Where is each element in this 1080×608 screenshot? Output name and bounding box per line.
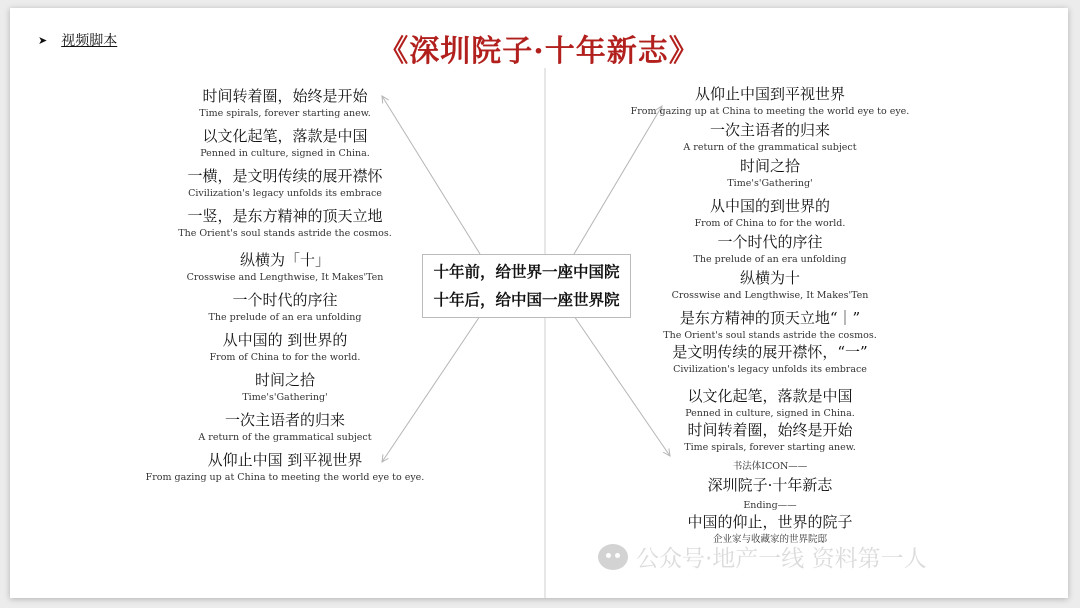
script-zh: 从中国的到世界的 [709,197,830,215]
script-line [620,386,920,420]
script-zh: 一竖，是东方精神的顶天立地 [187,207,383,225]
script-zh: 时间之拾 [254,371,315,389]
script-en: Penned in culture, signed in China. [685,408,855,419]
script-line [140,410,430,444]
script-en: Crosswise and Lengthwise, It Makes'Ten [186,272,384,283]
center-slogan-line-2: 十年后，给中国一座世界院 [433,290,620,309]
script-en: A return of the grammatical subject [198,432,372,443]
script-en: Time spirals, forever starting anew. [684,442,856,453]
script-zh: 从仰止中国到平视世界 [694,85,845,103]
icon-note: 书法体ICON—— [732,461,808,472]
script-zh: 纵横为「十」 [239,251,330,269]
script-line [140,370,430,404]
ending-note: Ending—— [743,500,797,511]
script-en: Penned in culture, signed in China. [200,148,370,159]
script-en: Crosswise and Lengthwise, It Makes'Ten [671,290,869,301]
script-line [140,290,430,324]
script-zh: 一次主语者的归来 [709,121,830,139]
script-en: The Orient's soul stands astride the cosmos. [178,228,392,239]
script-line [620,342,920,376]
script-zh: 时间转着圈，始终是开始 [202,87,368,105]
script-line [620,420,920,454]
section-label-text: 视频脚本 [61,33,118,49]
script-zh: 时间转着圈，始终是开始 [687,421,853,439]
center-slogan-line-1: 十年前，给世界一座中国院 [433,262,620,281]
script-zh: 一个时代的序往 [717,233,823,251]
watermark-text: 公众号·地产一线 资料第一人 [636,546,927,572]
script-line [140,206,430,240]
script-en: A return of the grammatical subject [683,142,857,153]
ending-line: 中国的仰止，世界的院子 [687,513,853,531]
script-en: The Orient's soul stands astride the cosmos. [663,330,877,341]
script-line [620,268,920,302]
slide [10,8,1068,598]
script-line [620,308,920,342]
script-line [620,196,920,230]
ending-subline: 企业家与收藏家的世界院邸 [712,534,827,545]
watermark [598,540,927,573]
script-line [140,126,430,160]
script-zh: 以文化起笔，落款是中国 [687,387,853,405]
script-zh: 从仰止中国 到平视世界 [207,451,363,469]
script-en: Time's'Gathering' [242,392,328,403]
script-line [140,86,430,120]
script-line [140,250,430,284]
script-line [620,120,920,154]
script-en: From gazing up at China to meeting the world eye to eye. [630,106,910,117]
script-zh: 时间之拾 [739,157,800,175]
script-line [620,84,920,118]
script-en: From of China to for the world. [694,218,846,229]
script-en: Civilization's legacy unfolds its embrace [188,188,382,199]
script-en: The prelude of an era unfolding [208,312,362,323]
script-zh: 一次主语者的归来 [224,411,345,429]
script-line [620,156,920,190]
center-slogan-box [422,254,631,318]
page-title: 《深圳院子·十年新志》 [378,34,700,69]
script-en: From gazing up at China to meeting the world eye to eye. [145,472,425,483]
script-en: Time's'Gathering' [727,178,813,189]
icon-title: 深圳院子·十年新志 [707,476,833,494]
script-zh: 纵横为十 [739,269,800,287]
left-script-column [140,86,430,490]
script-line [140,166,430,200]
arrow-bullet-icon: ➤ [38,33,48,47]
right-script-column [620,84,920,546]
script-zh: 一个时代的序往 [232,291,338,309]
script-line [620,232,920,266]
script-zh: 从中国的 到世界的 [222,331,348,349]
script-en: The prelude of an era unfolding [693,254,847,265]
wechat-icon [598,544,628,570]
script-zh: 一横，是文明传续的展开襟怀 [187,167,383,185]
script-zh: 是文明传续的展开襟怀，“一” [672,343,868,361]
script-line [140,330,430,364]
script-en: From of China to for the world. [209,352,361,363]
script-line [140,450,430,484]
script-zh: 是东方精神的顶天立地“｜” [679,309,861,327]
script-zh: 以文化起笔，落款是中国 [202,127,368,145]
script-en: Time spirals, forever starting anew. [199,108,371,119]
script-en: Civilization's legacy unfolds its embrace [673,364,867,375]
